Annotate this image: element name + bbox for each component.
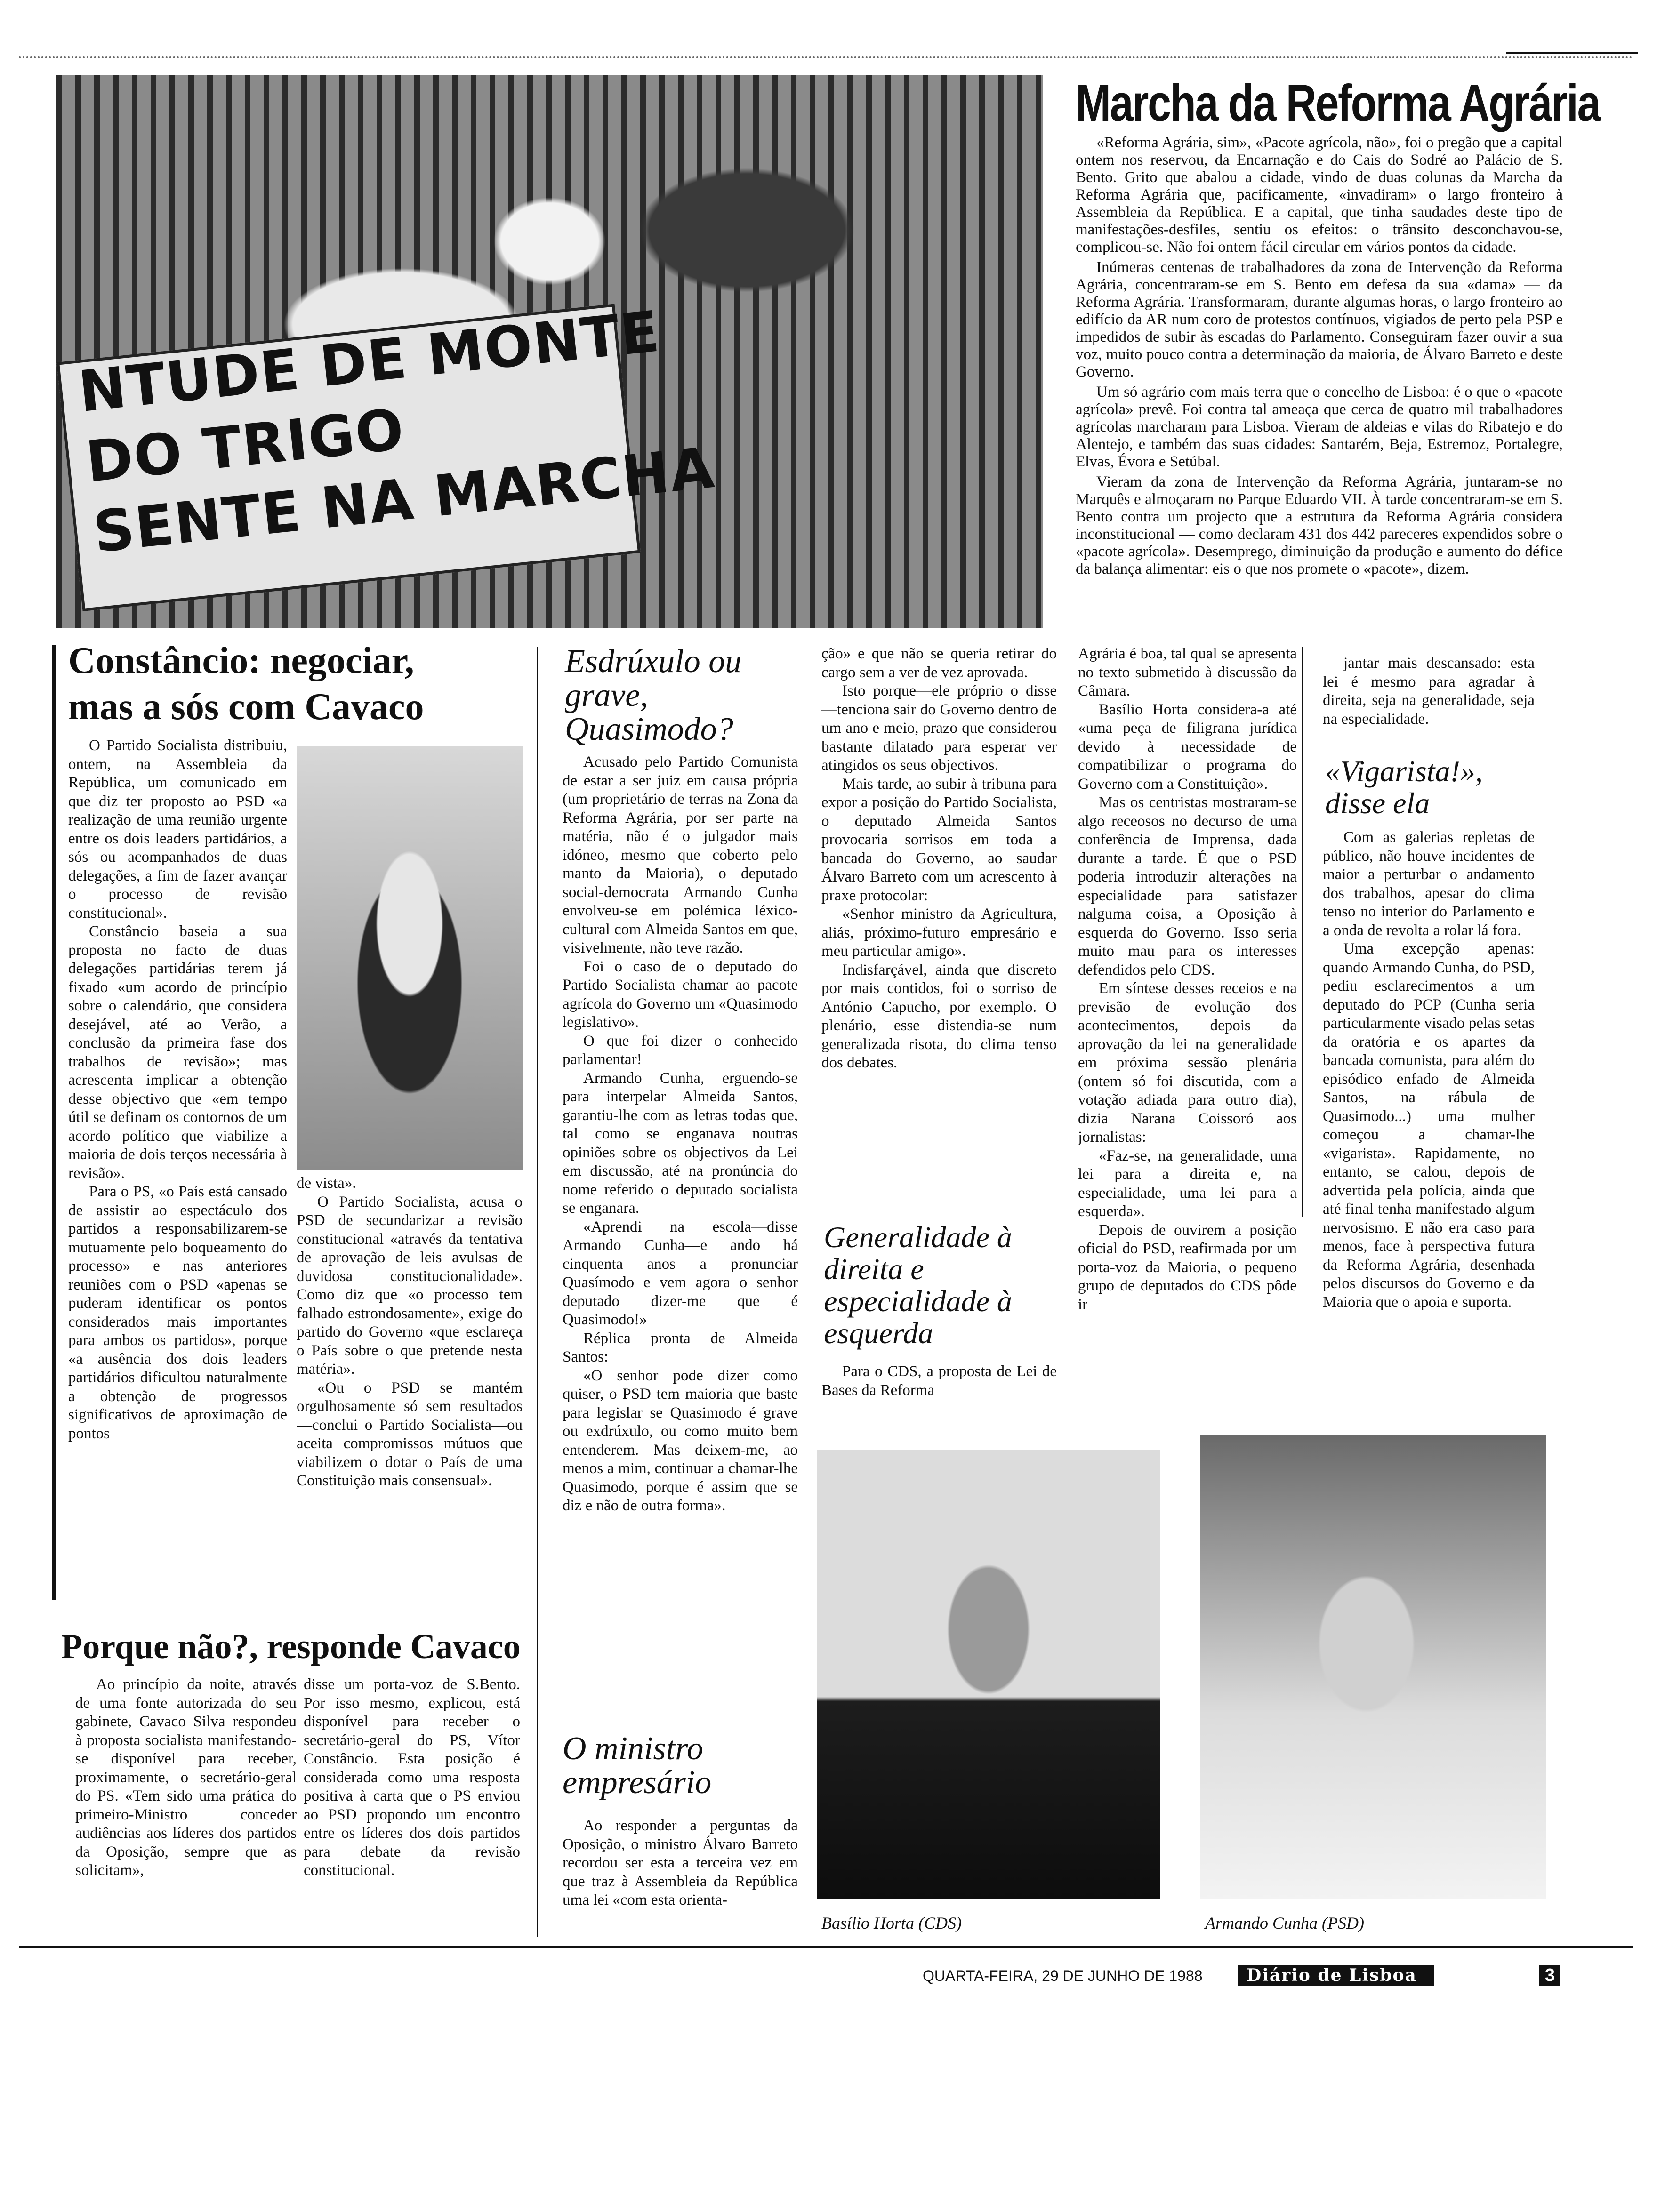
page-number: 3 bbox=[1539, 1965, 1560, 1986]
cavaco-col2: disse um porta-voz de S.Bento. Por isso mesmo, explicou, está disponível para receber o secretário-geral do PS, Vítor Constâncio. Esta posição é considerada como uma resposta positiva à carta que o PS enviou ao PSD propondo um encontro entre os líderes dos dois partidos para debate da revisão constitucional. bbox=[304, 1676, 520, 1879]
footer-date: QUARTA-FEIRA, 29 DE JUNHO DE 1988 bbox=[923, 1967, 1203, 1984]
esdruxulo-headline: Esdrúxulo ou grave, Quasimodo? bbox=[565, 643, 742, 747]
cavaco-headline: Porque não?, responde Cavaco bbox=[61, 1627, 521, 1666]
ministro-body: Ao responder a perguntas da Oposição, o ministro Álvaro Barreto recordou ser esta a terceira vez em que traz à Assembleia da República uma lei «com esta orienta- bbox=[563, 1817, 798, 1908]
constancio-headline: Constâncio: negociar, mas a sós com Cavaco bbox=[68, 640, 424, 728]
col6-body: Com as galerias repletas de público, não houve incidentes de maior a perturbar o andamento dos trabalhos, apesar do clima tenso no interior do Parlamento e a onda de revolta a rolar lá fora. Uma excepção apenas: quando Armando Cunha, do PSD, pediu esclarecimentos a um deputado do PCP (Cunha seria particularmente visado pelas setas da oratória e os apartes da bancada comunista, para além do episódico enfado de Almeida Santos, na rábula de Quasimodo...) uma mulher começou a chamar-lhe «vigarista». Rapidamente, no entanto, se calou, depois de advertida pela polícia, ainda que até final tenha manifestado algum nervosismo. E não era caso para menos, face à perspectiva futura da Reforma Agrária, desenhada pelos discursos do Governo e da Maioria que o apoia e suporta. bbox=[1323, 829, 1535, 1311]
cavaco-col1: Ao princípio da noite, através de uma fonte autorizada do seu gabinete, Cavaco Silva respondeu à proposta socialista manifestando-se disponível para receber, proximamente, o secretário-geral do PS. «Tem sido uma prática do primeiro-Ministro conceder audiências aos líderes dos partidos da Oposição, sempre que as solicitam», bbox=[75, 1676, 297, 1879]
ministro-headline: O ministro empresário bbox=[563, 1731, 712, 1801]
armando-cunha-photo bbox=[1200, 1435, 1546, 1899]
generalidade-headline: Generalidade à direita e especialidade à esquerda bbox=[824, 1220, 1012, 1350]
protest-banner-text: NTUDE DE MONTE DO TRIGO SENTE NA MARCHA bbox=[75, 299, 718, 566]
armando-cunha-caption: Armando Cunha (PSD) bbox=[1205, 1914, 1364, 1932]
esdruxulo-body: Acusado pelo Partido Comunista de estar a ser juiz em causa própria (um proprietário de terras na Zona da Reforma Agrária, por ser parte na matéria, não é o julgador mais idóneo, mesmo que coberto pelo manto da Maioria), o deputado social-democrata Armando Cunha envolveu-se em polémica léxico-cultural com Almeida Santos em que, visivelmente, não teve razão. Foi o caso de o deputado do Partido Socialista chamar ao pacote agrícola do Governo um «Quasimodo legislativo». O que foi dizer o conhecido parlamentar! Armando Cunha, erguendo-se para interpelar Almeida Santos, garantiu-lhe com as letras todas que, tal como se enganava noutras opiniões sobre os objectivos da Lei em discussão, até na pronúncia do nome referido o deputado socialista se enganara. «Aprendi na escola—disse Armando Cunha—e ando há cinquenta anos a pronunciar Quasímodo e vem agora o senhor deputado dizer-me que é Quasimodo!» Réplica pronta de Almeida Santos: «O senhor pode dizer como quiser, o PSD tem maioria que baste para legislar se Quasimodo é grave ou exdrúxulo, ou como muito bem entenderem. Mas deixem-me, ao menos a mim, continuar a chamar-lhe Quasimodo, porque é assim que se diz e não de outra forma». bbox=[563, 753, 798, 1514]
col6-top: jantar mais descansado: esta lei é mesmo para agradar à direita, seja na generalidade, seja na especialidade. bbox=[1323, 655, 1535, 728]
constancio-side-rule bbox=[52, 645, 56, 1600]
protest-photo bbox=[56, 75, 1043, 628]
column-divider bbox=[1302, 647, 1303, 1217]
constancio-col2: de vista». O Partido Socialista, acusa o PSD de secundarizar a revisão constitucional «através da tentativa de aprovação de leis avulsas de duvidosa constitucionalidade». Como diz que «o processo tem falhado estrondosamente», exige do partido do Governo «que esclareça o País sobre o que pretende nesta matéria». «Ou o PSD se mantém orgulhosamente só sem resultados—conclui o Partido Socialista—ou aceita compromissos mútuos que viabilizem o dotar o País de uma Constituição mais consensual». bbox=[297, 1175, 523, 1489]
constancio-col1: O Partido Socialista distribuiu, ontem, na Assembleia da República, um comunicado em que diz ter proposto ao PSD «a realização de uma reunião urgente entre os dois leaders partidários, a sós ou acompanhados de duas delegações, a fim de fazer avançar o processo de revisão constitucional». Constâncio baseia a sua proposta no facto de duas delegações partidárias terem já fixado «um acordo de princípio sobre o calendário, que considera desejável, até ao Verão, a conclusão da primeira fase dos trabalhos de revisão»; mas acrescenta implicar a obtenção desse objectivo que «em tempo útil se definam os contornos de um acordo político que viabilize a maioria de dois terços necessária à revisão». Para o PS, «o País está cansado de assistir ao espectáculo dos partidos a responsabilizarem-se mutuamente pelo boqueamento do processo» e nas anteriores reuniões com o PSD «apenas se puderam identificar os pontos considerados mais importantes para ambos os partidos», porque «a ausência dos dois leaders partidários dificultou naturalmente a obtenção de progressos significativos de aproximação de pontos bbox=[68, 737, 287, 1442]
main-paragraph: Vieram da zona de Intervenção da Reforma Agrária, juntaram-se no Marquês e almoçaram no Parque Eduardo VII. À tarde concentraram-se em S. Bento contra um projecto que a estrutura da Reforma Agrária considera inconstitucional — como declaram 431 dos 442 pareceres expendidos sobre o «pacote agrícola». Desemprego, diminuição da produção e aumento do défice da balança alimentar: eis o que nos promete o «pacote», dizem. bbox=[1076, 473, 1563, 577]
basilio-horta-caption: Basílio Horta (CDS) bbox=[821, 1914, 962, 1932]
main-headline: Marcha da Reforma Agrária bbox=[1076, 74, 1600, 132]
constancio-photo bbox=[297, 746, 523, 1170]
top-rule bbox=[1506, 52, 1638, 54]
main-story-body bbox=[1076, 134, 1563, 628]
masthead-logo: Diário de Lisboa bbox=[1238, 1965, 1434, 1986]
main-paragraph: Um só agrário com mais terra que o concelho de Lisboa: é o que o «pacote agrícola» prevê. Foi contra tal ameaça que cerca de quatro mil trabalhadores agrícolas marcharam para Lisboa. Vieram de aldeias e vilas do Ribatejo e do Alentejo, e também das suas cidades: Santarém, Beja, Estremoz, Portalegre, Elvas, Évora e Setúbal. bbox=[1076, 384, 1563, 470]
col5-body: Agrária é boa, tal qual se apresenta no texto submetido à discussão da Câmara. Basílio Horta considera-a até «uma peça de filigrana jurídica devido à necessidade de compatibilizar o programa do Governo com a Constituição». Mas os centristas mostraram-se algo receosos no decurso de uma conferência de Imprensa, dada durante a tarde. É que o PSD poderia introduzir alterações na especialidade para satisfazer nalguma coisa, a Oposição à esquerda do Governo. Isso seria muito mau para os interesses defendidos pelo CDS. Em síntese desses receios e na previsão de evolução dos acontecimentos, depois da aprovação da lei na generalidade em próxima sessão plenária (ontem só foi discutida, com a votação adiada para outro dia), dizia Narana Coissoró aos jornalistas: «Faz-se, na generalidade, uma lei para a direita e, na especialidade, uma lei para a esquerda». Depois de ouvirem a posição oficial do PSD, reafirmada por um porta-voz da Maioria, o pequeno grupo de deputados do CDS pôde ir bbox=[1078, 645, 1297, 1313]
top-dotted-rule bbox=[19, 56, 1633, 58]
main-paragraph: «Reforma Agrária, sim», «Pacote agrícola, não», foi o pregão que a capital ontem nos reservou, da Encarnação e do Cais do Sodré ao Palácio de S. Bento. Grito que abalou a cidade, vindo de duas colunas da Marcha da Reforma Agrária que, pacificamente, «invadiram» o largo fronteiro à Assembleia da República. E a capital, que tinha saudades deste tipo de manifestações-desfiles, sentiu os efeitos: o trânsito desconchavou-se, complicou-se. Não foi ontem fácil circular em vários pontos da cidade. bbox=[1076, 134, 1563, 256]
column-divider bbox=[537, 647, 538, 1937]
bottom-rule bbox=[19, 1946, 1633, 1948]
vigarista-headline: «Vigarista!», disse ela bbox=[1325, 754, 1483, 820]
main-paragraph: Inúmeras centenas de trabalhadores da zona de Intervenção da Reforma Agrária, concentraram-se em S. Bento em defesa da sua «dama» — da Reforma Agrária. Transformaram, durante algumas horas, o largo fronteiro ao edifício da AR num coro de protestos contínuos, vigiados de perto pela PSP e impedidos de subir às escadas do Parlamento. Conseguiram fazer ouvir a sua voz, muito pouco contra a determinação da maioria, de Álvaro Barreto e deste Governo. bbox=[1076, 259, 1563, 380]
basilio-horta-photo bbox=[817, 1450, 1160, 1899]
col4-continued: Para o CDS, a proposta de Lei de Bases da Reforma bbox=[821, 1363, 1057, 1399]
col4-body: ção» e que não se queria retirar do cargo sem a ver de vez aprovada. Isto porque—ele próprio o disse—tenciona sair do Governo dentro de um ano e meio, prazo que considerou bastante dilatado para esperar ver atingidos os seus objectivos. Mais tarde, ao subir à tribuna para expor a posição do Partido Socialista, o deputado Almeida Santos provocaria sorrisos em toda a bancada do Governo, ao saudar Álvaro Barreto com um acrescento à praxe protocolar: «Senhor ministro da Agricultura, aliás, próximo-futuro empresário e meu particular amigo». Indisfarçável, ainda que discreto por mais contidos, foi o sorriso de António Capucho, por exemplo. O plenário, esse distendia-se num generalizada risota, do clima tenso dos debates. bbox=[821, 645, 1057, 1071]
